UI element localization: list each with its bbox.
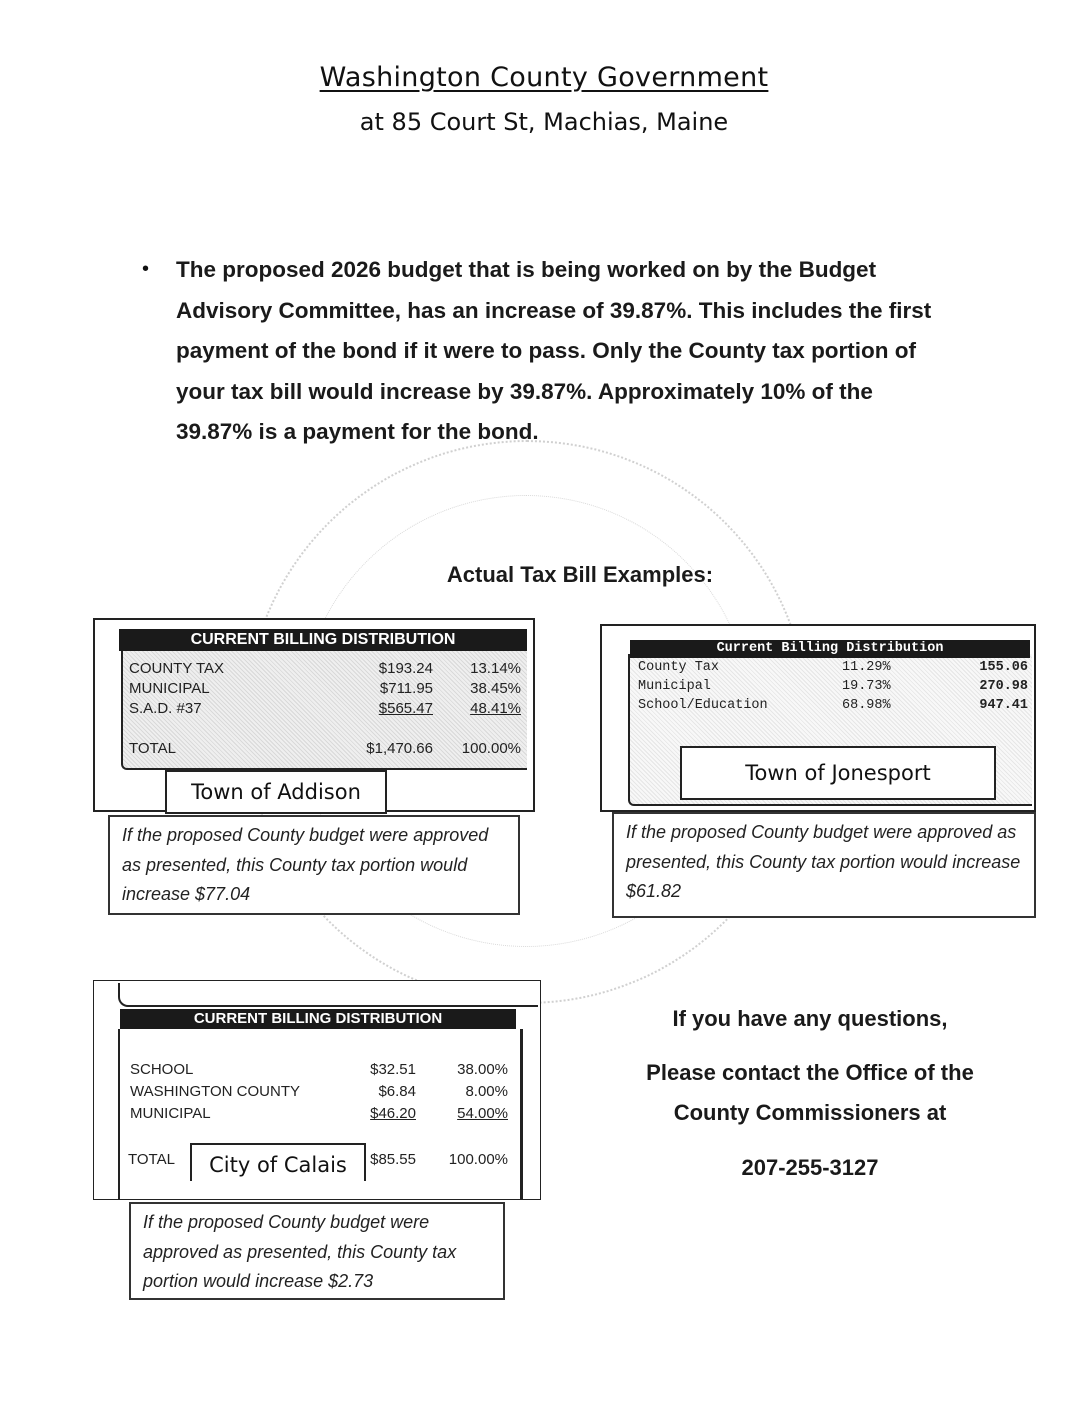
calais-row: SCHOOL $32.51 38.00%: [130, 1061, 508, 1078]
calais-row: MUNICIPAL $46.20 54.00%: [130, 1105, 508, 1122]
jonesport-bill-box: [600, 624, 1036, 812]
jonesport-increase-note: If the proposed County budget were approved as presented, this County tax portion would increase $61.82: [612, 812, 1036, 918]
calais-increase-note: If the proposed County budget were approved as presented, this County tax portion would increase $2.73: [129, 1202, 505, 1300]
jonesport-bill-header: Current Billing Distribution: [630, 640, 1030, 658]
contact-line-questions: If you have any questions,: [672, 1006, 948, 1031]
contact-phone: 207-255-3127: [741, 1155, 879, 1180]
examples-heading: Actual Tax Bill Examples:: [446, 562, 714, 587]
contact-line-commissioners: County Commissioners at: [673, 1100, 947, 1125]
document-title: Washington County Government: [319, 62, 769, 93]
contact-line-office: Please contact the Office of the: [646, 1060, 974, 1085]
addison-bill-header: CURRENT BILLING DISTRIBUTION: [119, 629, 527, 651]
jonesport-town-label: Town of Jonesport: [680, 746, 996, 800]
document-subtitle: at 85 Court St, Machias, Maine: [359, 108, 729, 136]
bullet-marker: •: [142, 258, 150, 280]
jonesport-row: School/Education 68.98% 947.41: [638, 698, 1028, 713]
addison-row: COUNTY TAX $193.24 13.14%: [129, 660, 521, 677]
calais-bill-box: [93, 980, 541, 1200]
jonesport-row: Municipal 19.73% 270.98: [638, 679, 1028, 694]
budget-paragraph: The proposed 2026 budget that is being worked on by the Budget Advisory Committee, has an increase of 39.87%. This includes the first payment of the bond if it were to pass. Only the County tax portion of your tax bill would increase by 39.87%. Approximately 10% of the 39.87% is a payment for the bond.: [176, 257, 932, 444]
addison-total-row: TOTAL $1,470.66 100.00%: [129, 740, 521, 757]
calais-row: WASHINGTON COUNTY $6.84 8.00%: [130, 1083, 508, 1100]
calais-total-row: TOTAL $85.55 100.00%: [128, 1151, 508, 1168]
addison-town-label: Town of Addison: [165, 770, 387, 814]
addison-increase-note: If the proposed County budget were approved as presented, this County tax portion would increase $77.04: [108, 815, 520, 915]
addison-bill-box: [93, 618, 535, 812]
calais-bill-header: CURRENT BILLING DISTRIBUTION: [120, 1009, 516, 1029]
addison-row: S.A.D. #37 $565.47 48.41%: [129, 700, 521, 717]
addison-row: MUNICIPAL $711.95 38.45%: [129, 680, 521, 697]
calais-town-label: City of Calais: [190, 1143, 366, 1181]
jonesport-row: County Tax 11.29% 155.06: [638, 660, 1028, 675]
